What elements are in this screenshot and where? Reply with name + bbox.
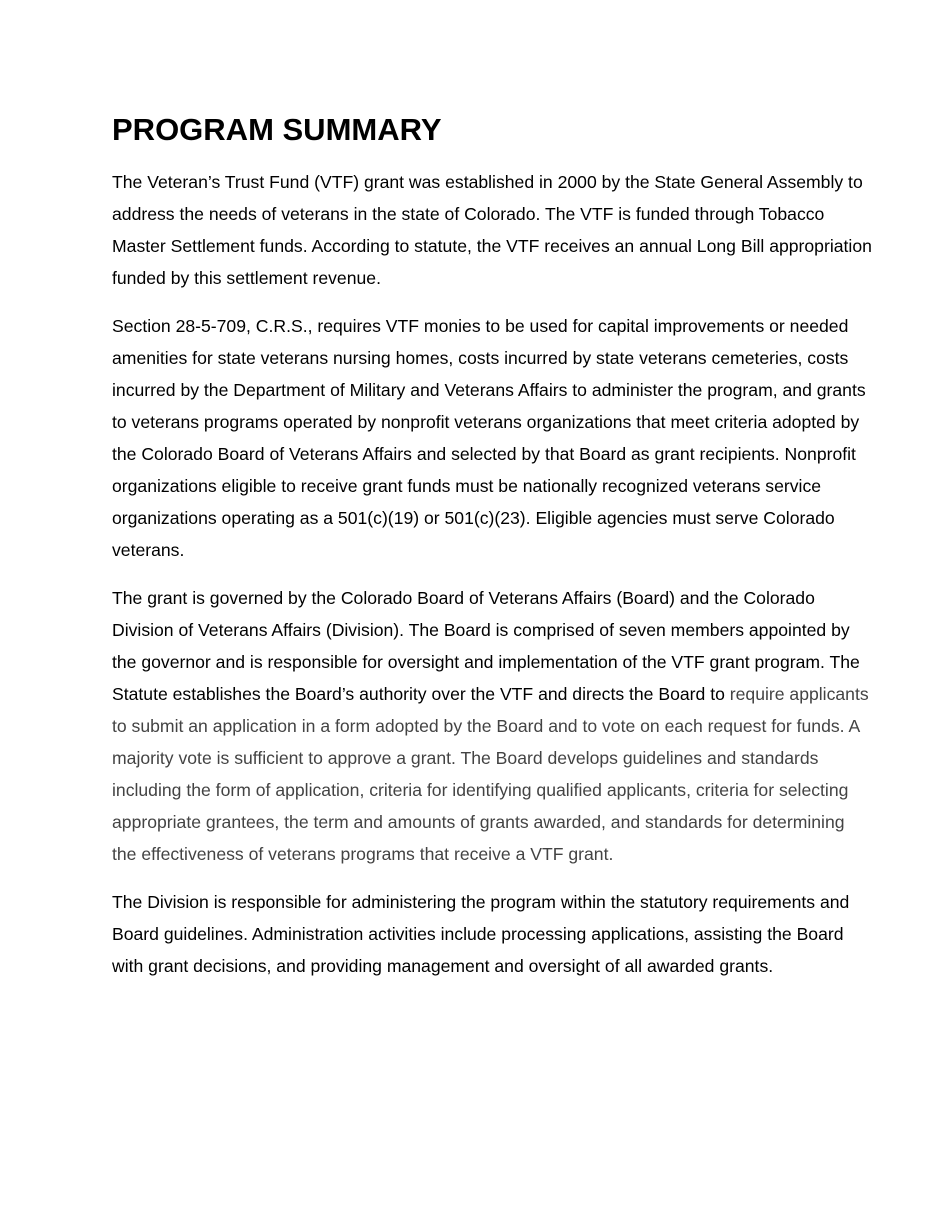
paragraph-statute-requirements: Section 28-5-709, C.R.S., requires VTF monies to be used for capital improvements or needed amenities for state veterans nursing homes, costs incurred by state veterans cemeteries, costs incurred by the Department of Military and Veterans Affairs to administer the program, and grants to veterans programs operated by nonprofit veterans organizations that meet criteria adopted by the Colorado Board of Veterans Affairs and selected by that Board as grant recipients. Nonprofit organizations eligible to receive grant funds must be nationally recognized veterans service organizations operating as a 501(c)(19) or 501(c)(23). Eligible agencies must serve Colorado veterans. — [112, 316, 866, 560]
paragraph-governance — [112, 582, 872, 870]
page-title: PROGRAM SUMMARY — [112, 112, 442, 147]
document-page — [112, 110, 872, 998]
paragraph-division-role: The Division is responsible for administering the program within the statutory requirements and Board guidelines. Administration activities include processing applications, assisting the Board with grant decisions, and providing management and oversight of all awarded grants. — [112, 892, 850, 976]
governance-text-main: The grant is governed by the Colorado Board of Veterans Affairs (Board) and the Colorado Division of Veterans Affairs (Division). The Board is comprised of seven members appointed by the governor and is responsible for oversight and implementation of the VTF grant program. The Statute establishes the Board’s authority over the VTF and directs the Board to — [112, 588, 860, 704]
paragraph-vtf-origin: The Veteran’s Trust Fund (VTF) grant was established in 2000 by the State General Assembly to address the needs of veterans in the state of Colorado. The VTF is funded through Tobacco Master Settlement funds. According to statute, the VTF receives an annual Long Bill appropriation funded by this settlement revenue. — [112, 172, 872, 288]
governance-text-quoted: require applicants to submit an application in a form adopted by the Board and to vote on each request for funds. A majority vote is sufficient to approve a grant. The Board develops guidelines and standards including the form of application, criteria for identifying qualified applicants, criteria for selecting appropriate grantees, the term and amounts of grants awarded, and standards for determining the effectiveness of veterans programs that receive a VTF grant. — [112, 684, 869, 864]
